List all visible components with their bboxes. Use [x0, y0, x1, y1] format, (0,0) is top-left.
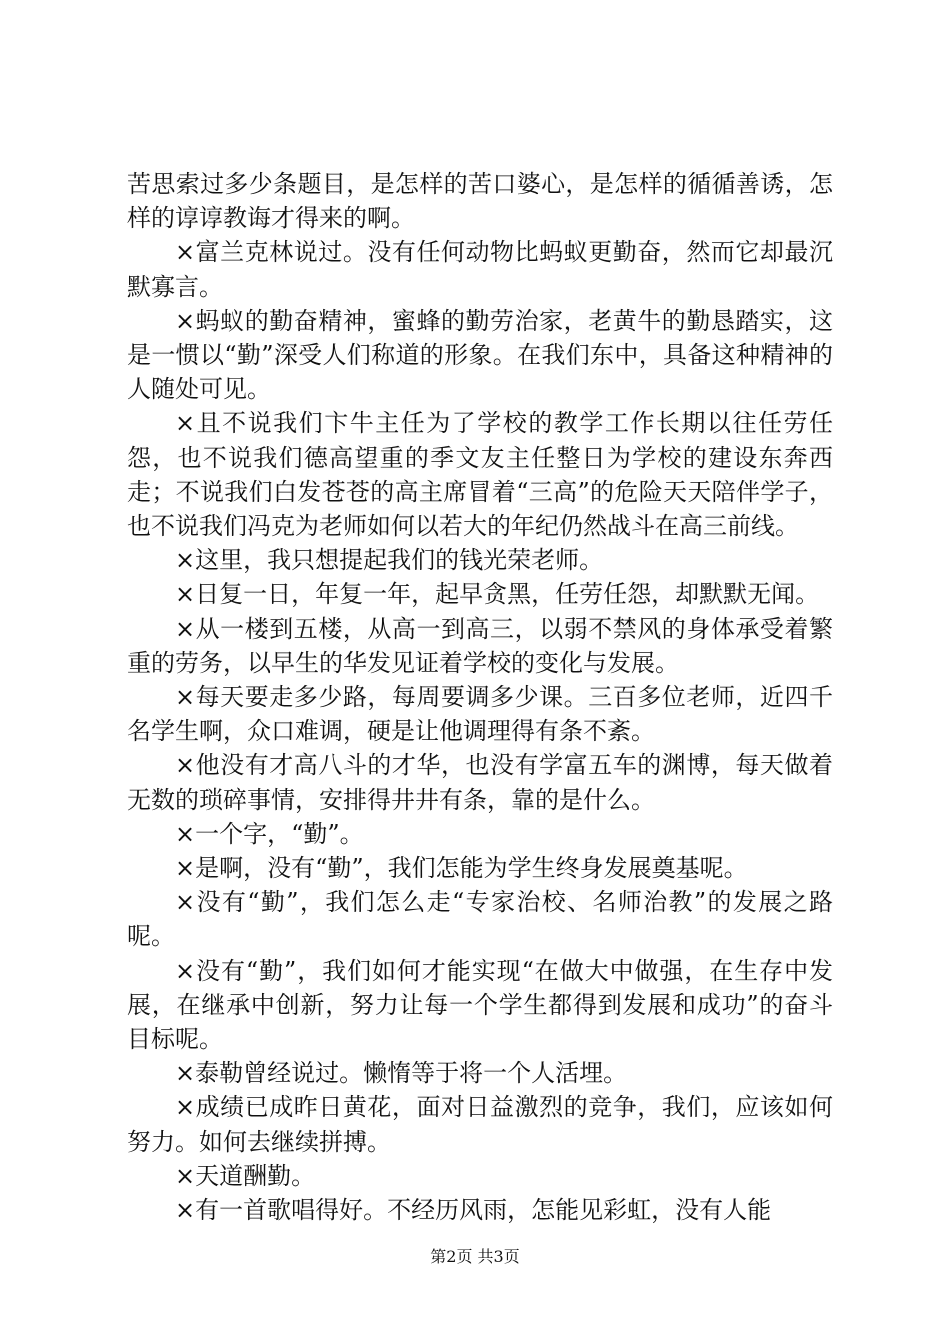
paragraph: ×这里，我只想提起我们的钱光荣老师。: [175, 546, 604, 575]
paragraph: ×蚂蚁的勤奋精神，蜜蜂的勤劳治家，老黄牛的勤恳踏实，这是一惯以“勤”深受人们称道的形象。在我们东中，具备这种精神的人随处可见。: [127, 306, 833, 404]
paragraph: ×天道酬勤。: [175, 1161, 316, 1190]
paragraph: ×日复一日，年复一年，起早贪黑，任劳任怨，却默默无闻。: [175, 580, 820, 609]
paragraph: ×成绩已成昨日黄花，面对日益激烈的竞争，我们，应该如何努力。如何去继续拼搏。: [127, 1093, 833, 1156]
paragraph: ×从一楼到五楼，从高一到高三，以弱不禁风的身体承受着繁重的劳务，以早生的华发见证着学校的变化与发展。: [127, 614, 833, 677]
page-number-footer: 第2页 共3页: [430, 1247, 520, 1266]
paragraph: ×富兰克林说过。没有任何动物比蚂蚁更勤奋，然而它却最沉默寡言。: [127, 238, 833, 301]
paragraph: ×泰勒曾经说过。懒惰等于将一个人活埋。: [175, 1059, 628, 1088]
paragraph: ×且不说我们卞牛主任为了学校的教学工作长期以往任劳任怨，也不说我们德高望重的季文友主任整日为学校的建设东奔西走；不说我们白发苍苍的高主席冒着“三高”的危险天天陪伴学子，也不说我们冯克为老师如何以若大的年纪仍然战斗在高三前线。: [127, 409, 833, 541]
paragraph: ×有一首歌唱得好。不经历风雨，怎能见彩虹，没有人能: [175, 1196, 772, 1225]
paragraph: ×没有“勤”，我们如何才能实现“在做大中做强，在生存中发展，在继承中创新，努力让每一个学生都得到发展和成功”的奋斗目标呢。: [127, 956, 833, 1054]
paragraph: 苦思索过多少条题目，是怎样的苦口婆心，是怎样的循循善诱，怎样的谆谆教诲才得来的啊。: [127, 170, 833, 233]
paragraph: ×每天要走多少路，每周要调多少课。三百多位老师，近四千名学生啊，众口难调，硬是让他调理得有条不紊。: [127, 683, 833, 746]
paragraph: ×没有“勤”，我们怎么走“专家治校、名师治教”的发展之路呢。: [127, 888, 833, 951]
paragraph: ×是啊，没有“勤”，我们怎能为学生终身发展奠基呢。: [175, 854, 748, 883]
paragraph: ×他没有才高八斗的才华，也没有学富五车的渊博，每天做着无数的琐碎事情，安排得井井有条，靠的是什么。: [127, 751, 833, 814]
paragraph: ×一个字，“勤”。: [175, 819, 364, 848]
document-body: [127, 167, 833, 1227]
